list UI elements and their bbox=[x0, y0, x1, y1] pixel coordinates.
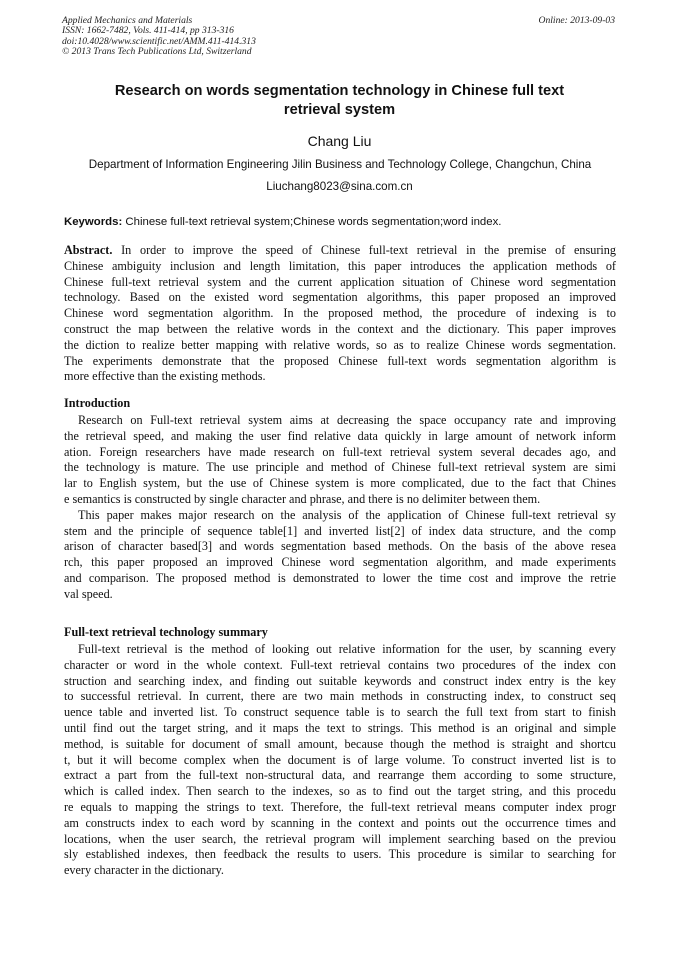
section-body-fulltext-summary bbox=[64, 642, 616, 879]
paragraph-line: and comparison. The proposed method is demonstrated to lower the time cost and improve the retrie bbox=[64, 570, 616, 585]
paragraph-line: struction and searching index, and finding out suitable keywords and construct index entry is the key bbox=[64, 673, 616, 688]
paragraph-line: method, is suitable for document of small amount, because though the method is straight and shortcu bbox=[64, 736, 616, 751]
keywords-label: Keywords: bbox=[64, 216, 123, 228]
paragraph-line: Full-text retrieval is the method of looking out relative information for the user, by scanning every bbox=[78, 642, 616, 656]
paper-title-line-2: retrieval system bbox=[283, 102, 396, 118]
section-heading-introduction: Introduction bbox=[64, 396, 131, 410]
abstract-line: Chinese ambiguity inclusion and length limitation, this paper introduces the application methods of bbox=[64, 258, 616, 273]
journal-info bbox=[62, 16, 617, 58]
abstract-line: technology. Based on the existed word segmentation algorithms, this paper proposed an improved bbox=[64, 290, 616, 305]
abstract-line: the diction to realize better mapping with relative words, so as to realize Chinese words segmentation. bbox=[64, 337, 616, 352]
abstract-label: Abstract. bbox=[64, 243, 113, 257]
paragraph-line: rch, this paper proposed an improved Chinese word segmentation algorithm, and made experiments bbox=[64, 555, 616, 570]
paragraph-line: until find out the target string, and it maps the text to strings. This method is an original and simple bbox=[64, 720, 616, 735]
paragraph-line: arison of character based[3] and words segmentation based methods. On the basis of the above resea bbox=[64, 539, 616, 554]
paper-title bbox=[62, 82, 617, 120]
paragraph-line: ation. Foreign researchers have made research on full-text retrieval system several decades ago, and bbox=[64, 444, 616, 459]
online-date: Online: 2013-09-03 bbox=[538, 15, 615, 26]
abstract-line bbox=[64, 243, 616, 259]
paragraph-line: uence table and inverted list. To construct sequence table is to search the full text from start to finish bbox=[64, 705, 616, 720]
paragraph-line: sly established indexes, then feedback the results to users. This procedure is similar to searching for bbox=[64, 847, 616, 862]
paragraph-line: re equals to mapping the strings to text. Therefore, the full-text retrieval means computer index progr bbox=[64, 799, 616, 814]
abstract-line: Chinese full-text retrieval system and the current application situation of Chinese word segmentation bbox=[64, 274, 616, 289]
author-name: Chang Liu bbox=[307, 133, 372, 149]
paragraph-line: t, but it will become complex when the document is of large volume. To construct inverted list is to bbox=[64, 752, 616, 767]
abstract-line: Chinese word segmentation algorithm. In the proposed method, the procedure of indexing is to bbox=[64, 306, 616, 321]
author-email: Liuchang8023@sina.com.cn bbox=[266, 180, 413, 193]
paragraph-line: which is called index. Then search to the indexes, so as to find out the target string, and this procedu bbox=[64, 784, 616, 799]
journal-issn: ISSN: 1662-7482, Vols. 411-414, pp 313-316 bbox=[62, 25, 234, 37]
keywords-text: Chinese full-text retrieval system;Chinese words segmentation;word index. bbox=[122, 216, 502, 228]
abstract-line: more effective than the existing methods. bbox=[64, 369, 266, 384]
paragraph-line: stem and the principle of sequence table[1] and inverted list[2] of index data structure, and the comp bbox=[64, 523, 616, 538]
paragraph-line: Research on Full-text retrieval system aims at decreasing the space occupancy rate and improving bbox=[78, 413, 616, 427]
paragraph-line: e semantics is constructed by single character and phrase, and there is no delimiter between them. bbox=[64, 491, 541, 506]
paragraph-line: lar to English system, but the use of Chinese system is more complicated, due to the fact that Chines bbox=[64, 476, 616, 491]
paragraph-line: the technology is mature. The use principle and method of Chinese full-text retrieval system are simi bbox=[64, 460, 616, 475]
abstract bbox=[64, 243, 616, 385]
paragraph-line: the retrieval speed, and making the user find relative data quickly in large amount of network inform bbox=[64, 428, 616, 443]
keywords bbox=[64, 214, 619, 230]
paragraph-line: This paper makes major research on the analysis of the application of Chinese full-text retrieval sy bbox=[78, 507, 616, 522]
journal-header bbox=[62, 16, 617, 58]
author-affiliation: Department of Information Engineering Jilin Business and Technology College, Changchun, China bbox=[88, 158, 592, 171]
section-body-introduction bbox=[64, 413, 616, 603]
journal-copyright: © 2013 Trans Tech Publications Ltd, Switzerland bbox=[62, 46, 252, 58]
paragraph-line: val speed. bbox=[64, 586, 113, 601]
paragraph-line: character or word in the whole context. Full-text retrieval contains two procedures of the index con bbox=[64, 657, 616, 672]
paragraph-line: every character in the dictionary. bbox=[64, 863, 224, 878]
abstract-line: The experiments demonstrate that the proposed Chinese full-text words segmentation algorithm is bbox=[64, 353, 616, 368]
journal-name: Applied Mechanics and Materials bbox=[62, 15, 193, 26]
paragraph-line: locations, when the user search, the retrieval program will implement searching based on the previou bbox=[64, 831, 616, 846]
abstract-line: construct the map between the relative words in the context and the dictionary. This paper improves bbox=[64, 321, 616, 336]
paragraph-line: extract a part from the full-text non-structural data, and rearrange them according to some structure, bbox=[64, 768, 616, 783]
paper-title-line-1: Research on words segmentation technology in Chinese full text bbox=[114, 83, 565, 99]
paragraph-line: to successful retrieval. In current, there are two main methods in constructing index, to construct seq bbox=[64, 689, 616, 704]
abstract-line-text: In order to improve the speed of Chinese full-text retrieval in the premise of ensuring bbox=[112, 243, 616, 257]
journal-doi: doi:10.4028/www.scientific.net/AMM.411-414.313 bbox=[62, 35, 256, 47]
paragraph-line: am constructs index to each word by scanning in the context and points out the occurrence times and bbox=[64, 815, 616, 830]
section-heading-fulltext-summary: Full-text retrieval technology summary bbox=[64, 625, 268, 639]
